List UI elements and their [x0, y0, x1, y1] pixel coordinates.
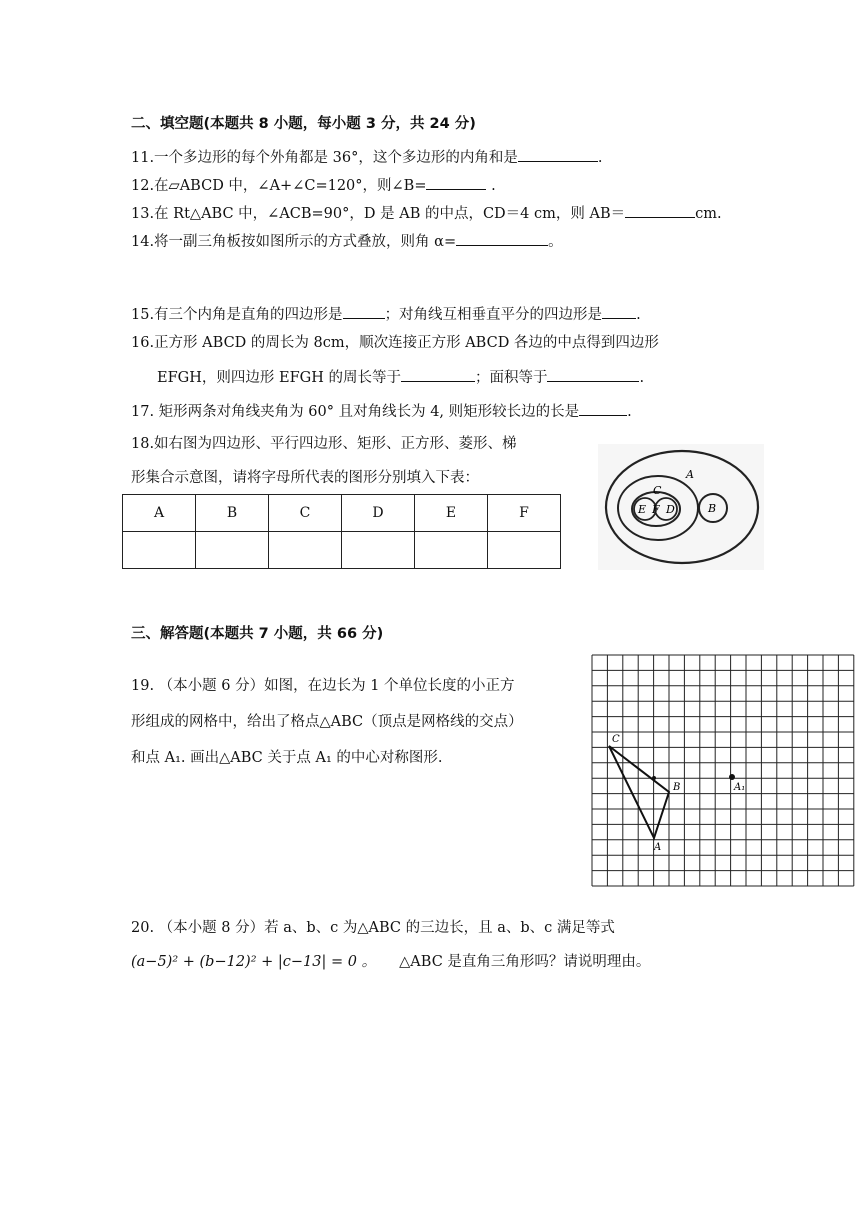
- table-header-row: [123, 495, 561, 532]
- q15-text: 15.有三个内角是直角的四边形是: [131, 307, 343, 323]
- venn-label-e: E: [638, 503, 647, 516]
- table-header-cell: B: [196, 495, 269, 532]
- q11-text: 11.一个多边形的每个外角都是 36°，这个多边形的内角和是: [131, 150, 518, 166]
- section3-heading: 三、解答题(本题共 7 小题，共 66 分): [131, 626, 384, 642]
- q15-end: .: [636, 307, 641, 323]
- q17-blank[interactable]: [579, 401, 627, 416]
- question-20-line1: 20. （本小题 8 分）若 a、b、c 为△ABC 的三边长，且 a、b、c 满足等式: [131, 920, 615, 936]
- q20-question: △ABC 是直角三角形吗？请说明理由。: [399, 954, 651, 970]
- q17-end: .: [627, 404, 632, 420]
- q13-end: cm.: [695, 206, 722, 222]
- table-header-cell: D: [342, 495, 415, 532]
- table-answer-cell[interactable]: [415, 532, 488, 569]
- q11-blank[interactable]: [518, 147, 598, 162]
- q14-end: 。: [548, 234, 563, 250]
- table-answer-cell[interactable]: [196, 532, 269, 569]
- grid-dot: [652, 776, 656, 780]
- q14-blank[interactable]: [456, 231, 548, 246]
- venn-label-f: F: [652, 503, 660, 516]
- question-11: [131, 146, 602, 167]
- question-16-line2: [157, 366, 644, 387]
- venn-label-a: A: [686, 468, 694, 481]
- label-a: A: [654, 842, 662, 853]
- q11-end: .: [597, 150, 603, 166]
- grid-figure: [591, 654, 857, 888]
- question-18-line1: 18.如右图为四边形、平行四边形、矩形、正方形、菱形、梯: [131, 436, 517, 452]
- label-a1: A₁: [734, 782, 746, 793]
- venn-label-c: C: [653, 484, 662, 497]
- question-15: [131, 303, 641, 324]
- q16-line2a: EFGH，则四边形 EFGH 的周长等于: [157, 370, 401, 386]
- question-19-line1: 19. （本小题 6 分）如图，在边长为 1 个单位长度的小正方: [131, 678, 515, 694]
- q13-text: 13.在 Rt△ABC 中，∠ACB=90°，D 是 AB 的中点，CD＝4 cm，则 AB＝: [131, 206, 626, 222]
- label-c: C: [612, 734, 620, 745]
- question-12: [131, 174, 496, 195]
- q14-text: 14.将一副三角板按如图所示的方式叠放，则角 α=: [131, 234, 457, 250]
- table-answer-cell[interactable]: [269, 532, 342, 569]
- question-18-line2: 形集合示意图，请将字母所代表的图形分别填入下表：: [131, 470, 479, 486]
- q16-end: .: [639, 370, 645, 386]
- q15-blank-2[interactable]: [602, 304, 636, 319]
- venn-diagram: [598, 444, 764, 570]
- table-header-cell: A: [123, 495, 196, 532]
- table-answer-cell[interactable]: [342, 532, 415, 569]
- question-20-line2: [131, 950, 650, 971]
- question-14: [131, 230, 563, 251]
- q18-answer-table: [122, 494, 561, 569]
- question-16-line1: 16.正方形 ABCD 的周长为 8cm，顺次连接正方形 ABCD 各边的中点得到四边形: [131, 335, 659, 351]
- table-header-cell: E: [415, 495, 488, 532]
- table-answer-cell[interactable]: [123, 532, 196, 569]
- label-b: B: [673, 782, 681, 793]
- q15-blank-1[interactable]: [343, 304, 385, 319]
- question-13: [131, 202, 722, 223]
- table-answer-cell[interactable]: [488, 532, 561, 569]
- question-19-line3: 和点 A₁. 画出△ABC 关于点 A₁ 的中心对称图形.: [131, 750, 443, 766]
- venn-label-b: B: [708, 502, 717, 515]
- q13-blank[interactable]: [625, 203, 695, 218]
- question-17: [131, 400, 632, 421]
- q15-middle: ；对角线互相垂直平分的四边形是: [384, 307, 603, 323]
- venn-label-d: D: [666, 503, 675, 516]
- q12-end: .: [491, 178, 496, 194]
- q12-text: 12.在▱ABCD 中，∠A+∠C=120°，则∠B=: [131, 178, 427, 194]
- table-answer-row: [123, 532, 561, 569]
- question-19-line2: 形组成的网格中，给出了格点△ABC（顶点是网格线的交点）: [131, 714, 523, 730]
- q20-formula: (a−5)² + (b−12)² + |c−13| = 0 。: [131, 954, 377, 970]
- table-header-cell: C: [269, 495, 342, 532]
- point-a1: [729, 774, 735, 780]
- grid-lines: [592, 655, 854, 886]
- q16-line2b: ；面积等于: [474, 370, 548, 386]
- table-header-cell: F: [488, 495, 561, 532]
- q12-blank[interactable]: [426, 175, 486, 190]
- q16-blank-2[interactable]: [547, 367, 639, 382]
- q17-text: 17. 矩形两条对角线夹角为 60° 且对角线长为 4, 则矩形较长边的长是: [131, 404, 580, 420]
- q16-blank-1[interactable]: [401, 367, 475, 382]
- section2-heading: 二、填空题(本题共 8 小题，每小题 3 分，共 24 分): [131, 116, 476, 132]
